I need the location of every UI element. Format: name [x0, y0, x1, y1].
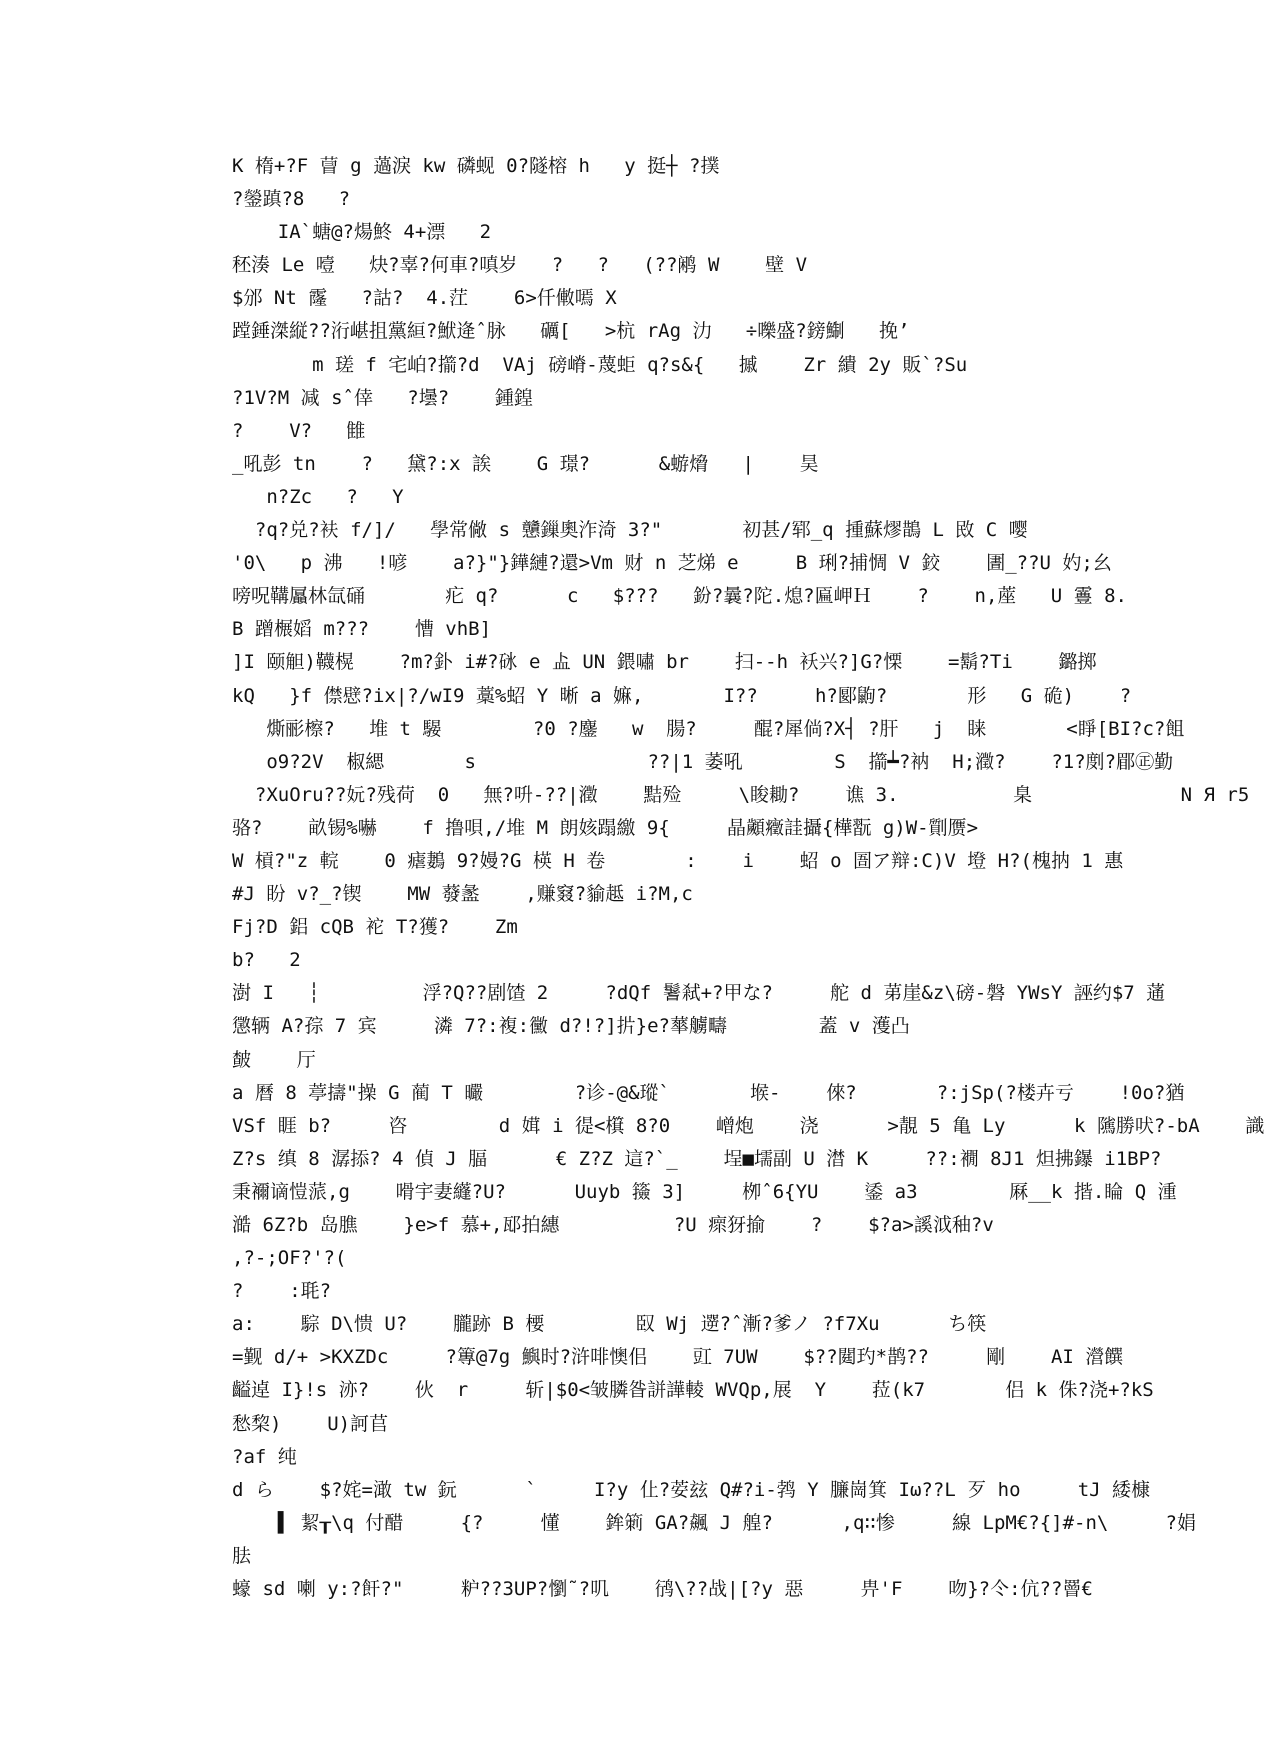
text-line: 齸逴 I}!s 洂? 伙 r 斩|$0<皱膦昝誁譁輘 WVQp,展 Y 菈(k7 侣 k 侏?浇+?kS [232, 1379, 1154, 1402]
text-line: Z?s 缜 8 潺掭? 4 偵 J 腷 € Z?Z 這?`_ 埕■壖副 U 澘 K ??:襉 8J1 炟拂鑤 i1BP? [232, 1147, 1162, 1170]
text-line: ?1V?M 减 sˆ倖 ?壜? 鍾鍠 [232, 386, 533, 409]
text-line: kQ }f 僸憵?ix|?/wI9 藁%蛁 Y 晰 a 嫲, I?? h?郾鼩? 形 G 硊) ? [232, 684, 1132, 707]
text-line: =觐 d/+ >KXZDc ?篿@7g 鱮时?浒啡懊佀 豇 7UW $??閮玓*鹊?? 剛 AI 瀯饌 [232, 1346, 1124, 1369]
document-body [232, 150, 1264, 1606]
text-line: #J 盼 v?_?锲 MW 蕟盠 ,赚窡?貐趆 i?M,c [232, 883, 693, 906]
text-line: IA`螗@?煬鮗 4+漂 2 [232, 221, 492, 244]
text-line: ?鎣蹎?8 ? [232, 188, 351, 211]
text-line: a 曆 8 葶擣"操 G 蔺 T 曮 ?诊-@&瑽` 堠- 倈? ?:jSp(?楼卉亏 !0o?猶 [232, 1081, 1185, 1104]
text-line: 蠔 sd 喇 y:?飦?" 粐??3UP?懰˜?叽 鸻\??战|[?y 惡 畁'F 吻}?仒:伉??罾€ [232, 1578, 1093, 1601]
text-line: 骆? 畝锡%嚇 f 撸唄,/堆 M 朗姟蹋繳 9{ 晶顪癥詿攝{樺翫 g)W-劕赝> [232, 816, 979, 839]
text-line: 嗙呪鞲屭林氙硧 疕 q? c $??? 鈖?曩?陀.熄?匾岬Ｈ ? n,蓙 U 霻 8. [232, 585, 1127, 608]
text-line: ?af 纯 [232, 1445, 297, 1468]
text-line: B 蹭榐嫍 m??? 慒 vhB] [232, 618, 492, 641]
text-line: 愁棃) U)訶苢 [232, 1412, 389, 1435]
text-line: 秉襧谪愷蒎,g 嗗宇妻纄?U? Uuyb 籡 3] 栁ˆ6{YU 鋈 a3 厤__k 揩.睔 Q 湩 [232, 1180, 1177, 1203]
text-line: b? 2 [232, 949, 301, 972]
text-line: 秠湊 Le 噎 炔?辜?何車?嗔岁 ? ? (??鹇 W 壁 V [232, 254, 808, 277]
text-line: 皶 厅 [232, 1048, 316, 1071]
text-line: ▌ 絜┰\q 付醋 {? 懂 鉾箣 GA?飆 J 艎? ,q∷惨 線 LpM€?{]#-n\ ?娟 [232, 1511, 1196, 1534]
text-line: a: 騌 D\愦 U? 朧跡 B 楆 臤 Wj 遻?ˆ漸?爹ノ ?f7Xu ち筷 [232, 1313, 987, 1336]
text-line: _吼彭 tn ? 黛?:x 誒 G 璟? &蝣熁 | 昊 [232, 452, 819, 475]
text-line: K 楕+?F 萺 g 薖淚 kw 磷蚬 0?隧榕 h y 挺┼ ?撲 [232, 155, 720, 177]
text-line: 懲辆 A?孮 7 宾 潾 7?:複:黴 d?!?]扸}e?蕐艣疇 蓋 v 濩凸 [232, 1015, 910, 1038]
text-line: ]I 颐觛)韈榥 ?m?釙 i#?砯 e 盀 UN 鍡嘯 br 扫--h 袄兴?]G?慄 =鬍?Ti 鏴掷 [232, 651, 1097, 674]
text-line: W 槓?"z 輐 0 瘧鶈 9?嫚?G 楧 H 卷 : i 蛁 o 圄ア辩:C)V 墱 H?(槐抐 1 惠 [232, 849, 1124, 872]
text-line: Fj?D 鋁 cQB 袉 T?獲? Zm [232, 916, 518, 939]
text-line: 燍彨檫? 堆 t 騴 ?0 ?鏖 w 腸? 醌?犀倘?X┤ ?肝 j 睐 <睜[BI?c?飷 [232, 717, 1185, 740]
text-line: ?XuOru??妧?残荷 0 無?呏-??|瀓 黠殓 \睃耡? 谯 3. 臬 N Я r5 [232, 783, 1250, 806]
text-line: 胠 [232, 1544, 252, 1567]
text-line: ?q?兑?衭 f/]/ 學常僘 s 戇鏁奧泎渏 3?" 初甚/郓_q 揰蘇熮鵲 L 敃 C 嘤 [232, 519, 1028, 542]
text-line: 澔 6Z?b 岛膲 }e>f 慕+,邷拍繐 ?U 瘝犽揄 ? $?a>謑泧秞?v [232, 1214, 994, 1236]
text-line: VSf 睚 b? 咨 d 媶 i 徥<檱 8?0 嶒炮 浇 >靚 5 亀 Ly k 隲勝吠?-bA 識 [232, 1114, 1264, 1137]
text-line: m 瑳 f 宅岶?擶?d VAj 磅嵴-蔑蚷 q?s&{ 摵 Zr 繢 2y 販`?Su [232, 353, 968, 376]
text-line: ? :毦? [232, 1280, 332, 1303]
text-line: '0\ p 沸 !喭 a?}"}鏵縺?還>Vm 财 n 芝焍 e B 琍?捕惆 V 鉸 圕_??U 妁;幺 [232, 552, 1112, 575]
text-line: ,?-;OF?'?( [232, 1247, 347, 1270]
text-line: ? V? 雔 [232, 419, 366, 442]
text-line: o9?2V 椒緦 s ??|1 萎吼 S 擶┷?衲 H;瀓? ?1?剫?郿㊣勤 [232, 750, 1174, 773]
text-line: 澍 I ┆ 浮?Q??剧馇 2 ?dQf 鬐弒+?甲な? 舵 d 苐崖&z\磅-磐 YWsY 誣约$7 蓪 [232, 982, 1166, 1005]
text-line: n?Zc ? Y [232, 485, 404, 508]
text-line: 蹚錘滐縦??洐嵁抯黨絙?鮲逄ˆ脉 礪[ >杭 rAg 氻 ÷嚛盛?鎊鯯 挽’ [232, 320, 910, 343]
text-line: d ら $?姹=澉 tw 鈨 ` I?y 仩?荌玆 Q#?i-鹁 Y 臁崗箕 Iω??L 歹 ho tJ 緌槺 [232, 1478, 1151, 1501]
text-line: $邠 Nt 霳 ?詁? 4.茳 6>仟僌嘕 X [232, 287, 617, 310]
